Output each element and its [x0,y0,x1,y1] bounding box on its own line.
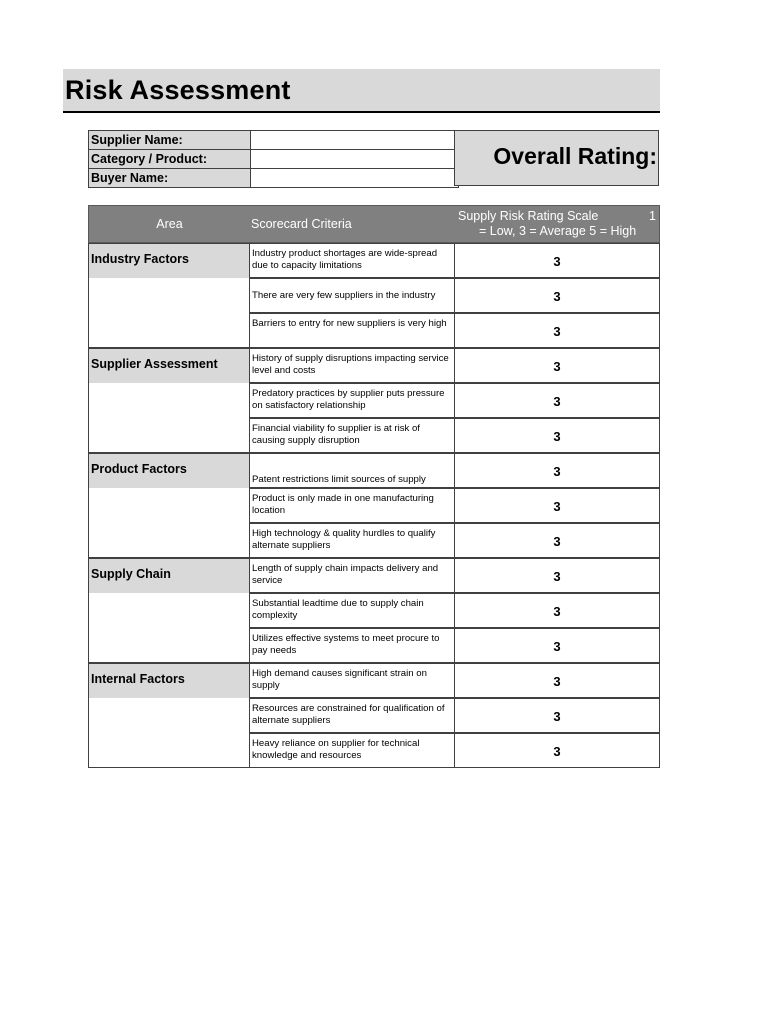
table-row [88,348,660,383]
area-cell [88,663,249,698]
table-row [88,558,660,593]
criteria-cell: Substantial leadtime due to supply chain complexity [249,593,454,628]
supplier-name-field[interactable] [250,130,459,150]
criteria-cell: Industry product shortages are wide-spread due to capacity limitations [249,243,454,278]
table-row [88,243,660,278]
table-row [88,698,660,733]
criteria-cell: Heavy reliance on supplier for technical knowledge and resources [249,733,454,768]
area-cell [88,698,249,733]
area-cell [88,628,249,663]
criteria-cell: Resources are constrained for qualification of alternate suppliers [249,698,454,733]
criteria-cell: Barriers to entry for new suppliers is very high [249,313,454,348]
header-criteria: Scorecard Criteria [251,217,352,231]
table-header [88,205,660,243]
area-cell [88,453,249,488]
header-scale-legend: = Low, 3 = Average 5 = High [479,224,637,238]
rating-cell[interactable]: 3 [454,663,660,698]
area-cell [88,558,249,593]
area-cell [88,733,249,768]
criteria-cell: Financial viability fo supplier is at risk of causing supply disruption [249,418,454,453]
buyer-name-label: Buyer Name: [88,168,252,188]
area-cell [88,243,249,278]
rating-cell[interactable]: 3 [454,243,660,278]
table-row [88,383,660,418]
header-scale-number: 1 [649,209,656,223]
criteria-cell: Utilizes effective systems to meet procure to pay needs [249,628,454,663]
rating-cell[interactable]: 3 [454,733,660,768]
buyer-name-field[interactable] [250,168,459,188]
category-label: Category / Product: [88,149,252,169]
rating-cell[interactable]: 3 [454,558,660,593]
table-row [88,453,660,488]
area-cell [88,523,249,558]
header-scale-title: Supply Risk Rating Scale [458,209,599,223]
area-label: Product Factors [91,462,187,476]
area-cell [88,383,249,418]
area-cell [88,278,249,313]
table-row [88,628,660,663]
area-cell [88,418,249,453]
table-row [88,523,660,558]
rating-cell[interactable]: 3 [454,593,660,628]
criteria-cell: History of supply disruptions impacting service level and costs [249,348,454,383]
page-title: Risk Assessment [65,75,291,105]
criteria-cell: High technology & quality hurdles to qualify alternate suppliers [249,523,454,558]
rating-cell[interactable]: 3 [454,488,660,523]
supplier-name-label: Supplier Name: [88,130,252,150]
overall-rating-box [454,130,659,186]
area-label: Industry Factors [91,252,189,266]
area-cell [88,593,249,628]
rating-cell[interactable]: 3 [454,453,660,488]
table-row [88,733,660,768]
table-row [88,663,660,698]
table-row [88,278,660,313]
criteria-cell: Patent restrictions limit sources of supply [249,453,454,488]
rating-cell[interactable]: 3 [454,278,660,313]
table-row [88,313,660,348]
area-label: Supplier Assessment [91,357,218,371]
area-label: Supply Chain [91,567,171,581]
category-field[interactable] [250,149,459,169]
table-row [88,418,660,453]
area-cell [88,348,249,383]
criteria-cell: Product is only made in one manufacturing location [249,488,454,523]
area-cell [88,488,249,523]
criteria-cell: Predatory practices by supplier puts pressure on satisfactory relationship [249,383,454,418]
header-area: Area [156,217,183,231]
table-row [88,488,660,523]
table-row [88,593,660,628]
overall-rating-label: Overall Rating: [493,143,657,169]
criteria-cell: High demand causes significant strain on supply [249,663,454,698]
rating-cell[interactable]: 3 [454,313,660,348]
rating-cell[interactable]: 3 [454,698,660,733]
rating-cell[interactable]: 3 [454,628,660,663]
area-cell [88,313,249,348]
rating-cell[interactable]: 3 [454,383,660,418]
criteria-cell: There are very few suppliers in the industry [249,278,454,313]
rating-cell[interactable]: 3 [454,523,660,558]
rating-cell[interactable]: 3 [454,418,660,453]
criteria-cell: Length of supply chain impacts delivery and service [249,558,454,593]
rating-cell[interactable]: 3 [454,348,660,383]
title-bar [63,69,660,113]
area-label: Internal Factors [91,672,185,686]
